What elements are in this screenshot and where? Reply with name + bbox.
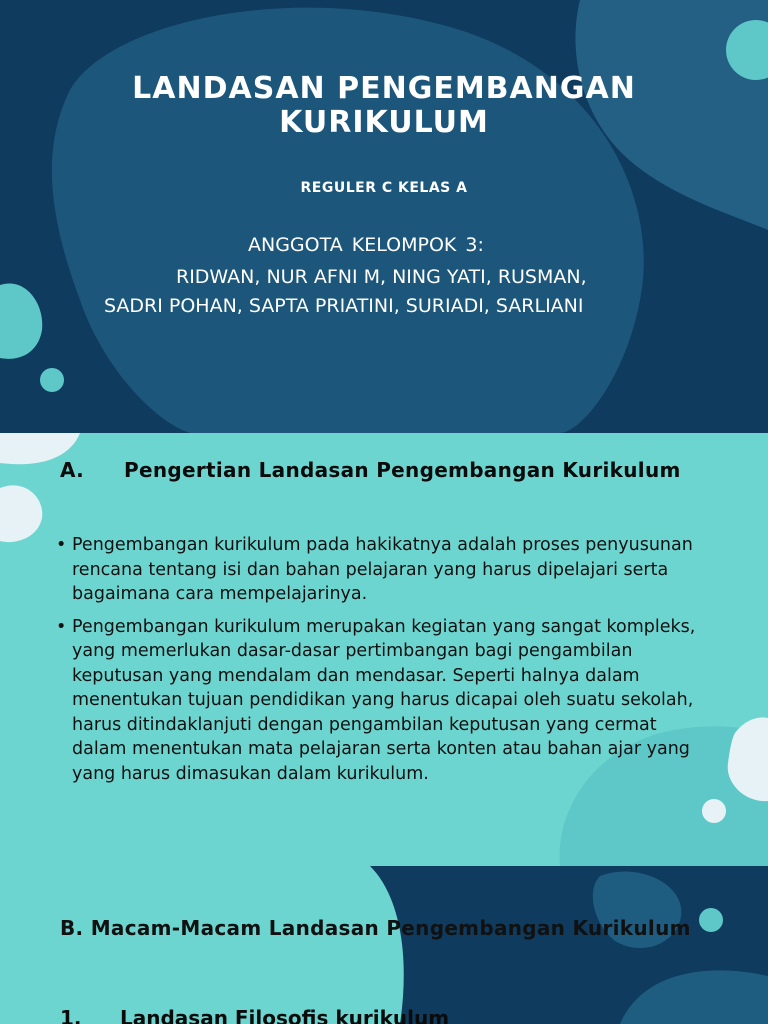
definition-slide [0,433,768,866]
background-shapes [0,866,768,1024]
title-line-2: KURIKULUM [279,105,489,140]
members-list-line-1: RIDWAN, NUR AFNI M, NING YATI, RUSMAN, [176,266,587,288]
subsection-1-heading [60,1006,449,1024]
small-white-dot [702,799,726,823]
class-subtitle: REGULER C KELAS A [300,180,468,196]
background-shapes [0,0,768,433]
bottom-right-blue-shape [620,970,768,1024]
title-line-1: LANDASAN PENGEMBANGAN [132,71,636,106]
bullet-item-1: • Pengembangan kurikulum pada hakikatnya adalah proses penyusunan rencana tentang isi dan bahan pelajaran yang harus dipelajari serta bagaimana cara mempelajarinya. [56,533,716,607]
subsection-1-number: 1. [60,1006,82,1024]
title-slide [0,0,768,433]
section-b-heading: B. Macam-Macam Landasan Pengembangan Kurikulum [60,916,691,940]
types-slide [0,866,768,1024]
members-heading: ANGGOTA KELOMPOK 3: [248,234,484,256]
presentation-title [0,72,768,140]
left-teal-blob [0,284,42,359]
small-dot [40,368,64,392]
members-list-line-2: SADRI POHAN, SAPTA PRIATINI, SURIADI, SARLIANI [104,295,584,317]
section-a-title: Pengertian Landasan Pengembangan Kurikulum [124,458,681,482]
bullet-item-2: • Pengembangan kurikulum merupakan kegiatan yang sangat kompleks, yang memerlukan dasar-dasar pertimbangan bagi pengambilan keputusan yang mendalam dan mendasar. Seperti halnya dalam menentukan tujuan pendidikan yang harus dicapai oleh suatu sekolah, harus ditindaklanjuti dengan pengambilan keputusan yang cermat dalam menentukan mata pelajaran serta konten atau bahan ajar yang yang harus dimasukan dalam kurikulum. [56,615,716,787]
subsection-1-title: Landasan Filosofis kurikulum [120,1006,450,1024]
section-a-number: A. [60,458,85,482]
section-a-heading [60,458,720,483]
left-white-blob [0,485,42,542]
large-teal-blob [0,866,404,1024]
definition-bullet-list [56,533,716,794]
